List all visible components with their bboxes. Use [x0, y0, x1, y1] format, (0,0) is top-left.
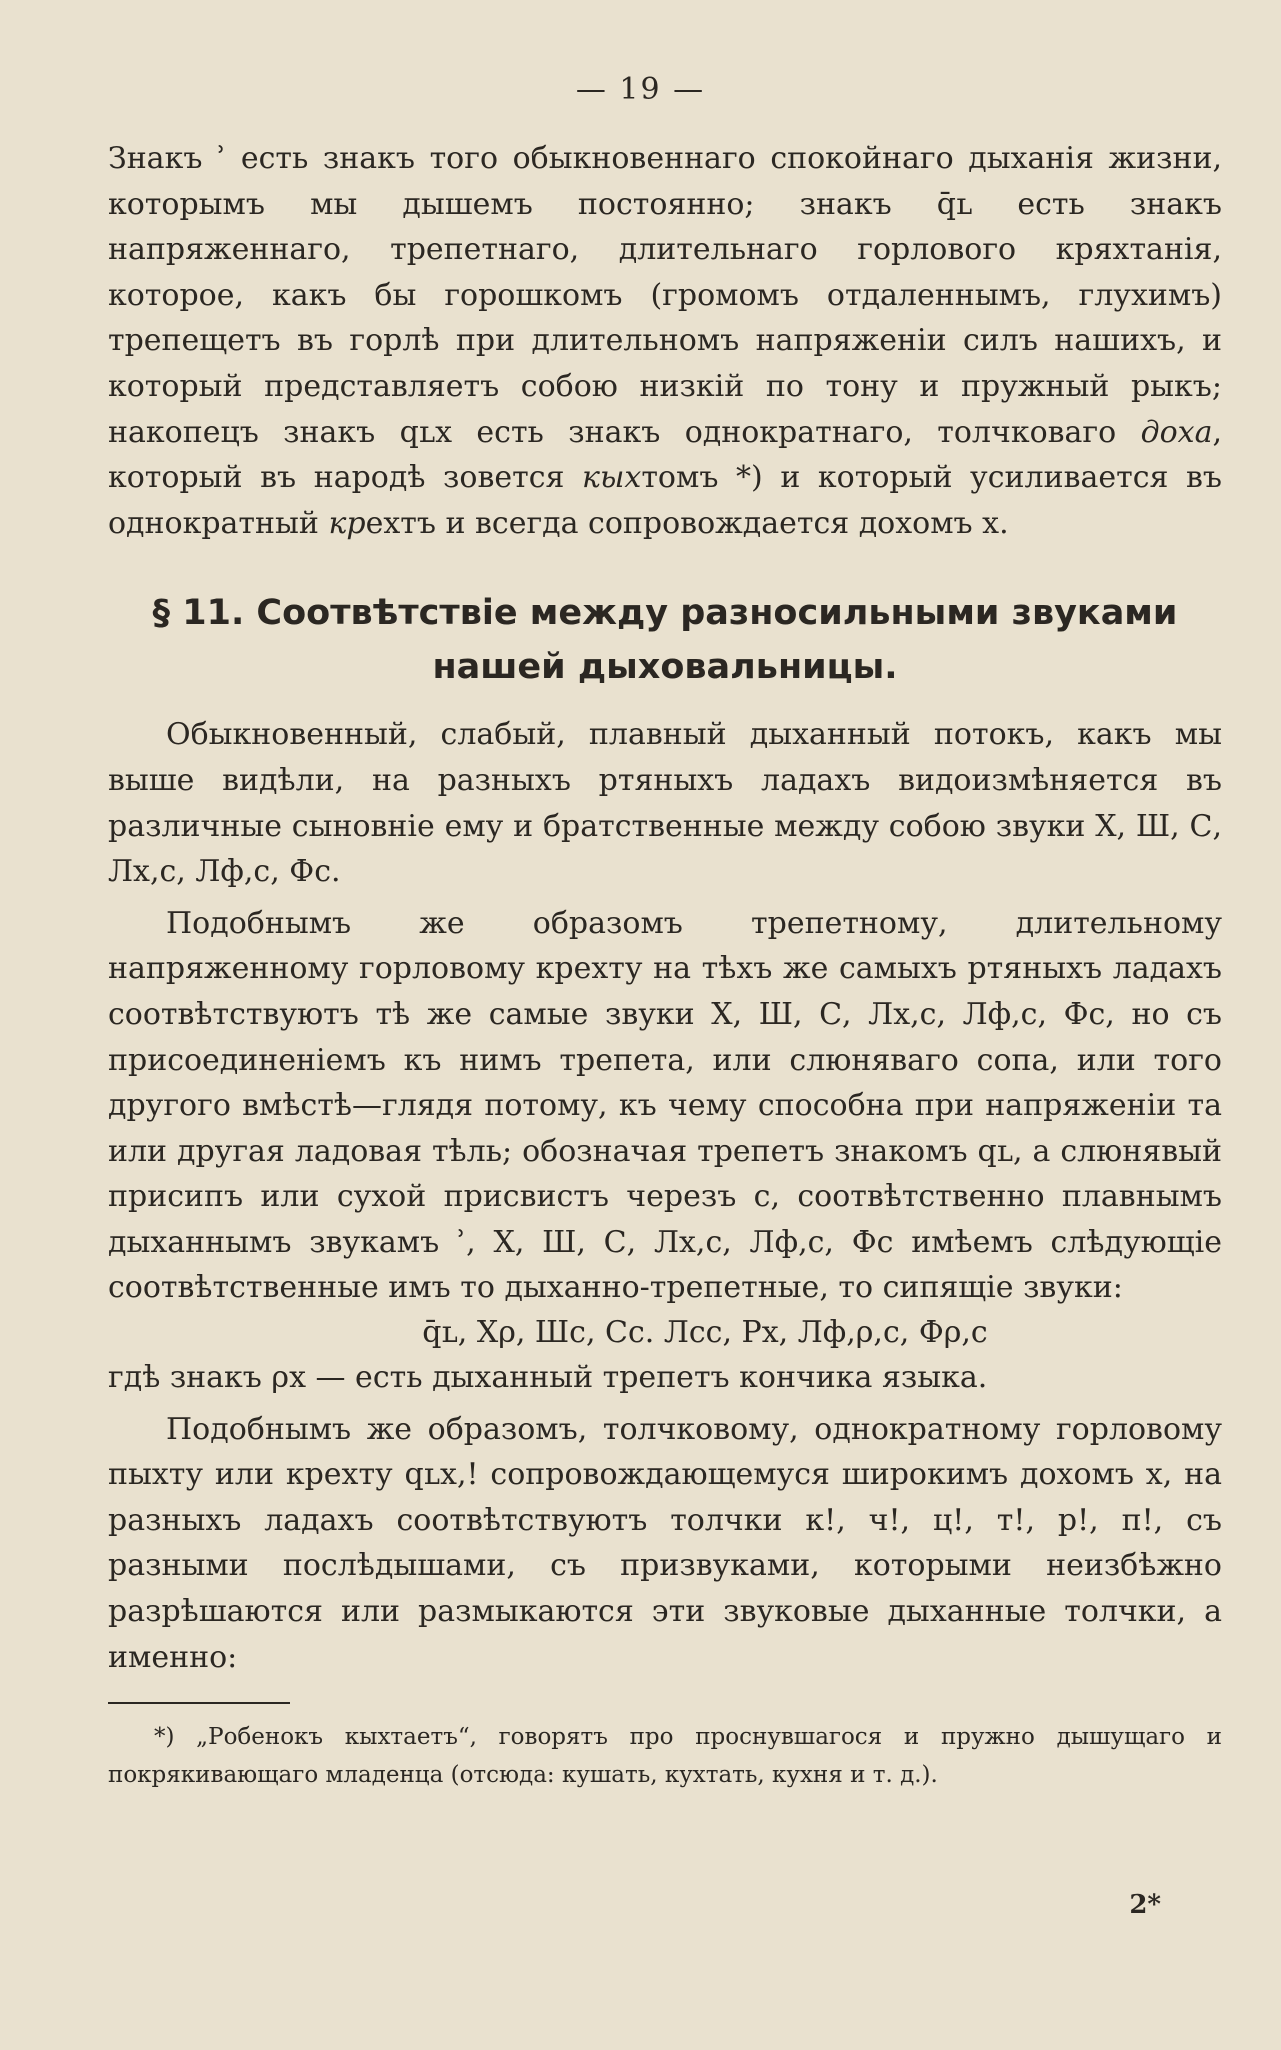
paragraph-4: гдѣ знакъ ρх — есть дыханный трепетъ кончика языка. [108, 1360, 988, 1396]
italic-word-doha: доха [1140, 414, 1213, 450]
italic-word-kyh: кых [582, 460, 642, 496]
section-heading-line-1: § 11. Соотвѣтствіе между разносильными звуками [152, 593, 1178, 634]
paragraph-5: Подобнымъ же образомъ, толчковому, однократному горловому пыхту или крехту qʟx,! сопровождающемуся широкимъ дохомъ x, на разныхъ ладахъ соотвѣтствуютъ толчки к!, ч!, ц!, т!, р!, п!, съ разными послѣдышами, съ призвуками, которыми неизбѣжно разрѣшаются или размыкаются эти звуковые дыханные толчки, а именно: [108, 1411, 1222, 1675]
paragraph-1 [108, 136, 1222, 546]
page-number: — 19 — [575, 72, 706, 107]
sound-formula: q̄ʟ, Xρ, Шс, Сс. Лсс, Рх, Лф,ρ,с, Фρ,с [422, 1315, 988, 1351]
italic-word-kr: кр [328, 505, 366, 541]
footnote-divider [108, 1702, 290, 1704]
footnote-text: *) „Робенокъ кыхтаетъ“, говорятъ про проснувшагося и пружно дышущаго и покрякивающаго младенца (отсюда: кушать, кухтать, кухня и т. д.). [108, 1724, 1222, 1789]
paragraph-1-text-d: ехтъ и всегда сопровождается дохомъ x. [365, 505, 1009, 541]
page-body [108, 136, 1222, 1794]
paragraph-1-text: Знакъ ʾ есть знакъ того обыкновеннаго спокойнаго дыханія жизни, которымъ мы дышемъ постоянно; знакъ q̄ʟ есть знакъ напряженнаго, трепетнаго, длительнаго горлового кряхтанія, которое, какъ бы горошкомъ (громомъ отдаленнымъ, глухимъ) трепещетъ въ горлѣ при длительномъ напряженіи силъ нашихъ, и который представляетъ собою низкій по тону и пружный рыкъ; накопецъ знакъ qʟx есть знакъ однократнаго, толчковаго [108, 141, 1222, 450]
paragraph-2: Обыкновенный, слабый, плавный дыханный потокъ, какъ мы выше видѣли, на разныхъ ртяныхъ ладахъ видоизмѣняется въ различные сыновніе ему и братственные между собою звуки X, Ш, С, Лх,с, Лф,с, Фс. [108, 717, 1222, 890]
paragraph-1-text-b: , который въ народѣ зовется [108, 414, 1223, 496]
section-heading-line-2: нашей дыховальницы. [432, 647, 898, 688]
signature-mark: 2* [1129, 1890, 1161, 1920]
footnote [108, 1718, 1222, 1794]
paragraph-3: Подобнымъ же образомъ трепетному, длительному напряженному горловому крехту на тѣхъ же самыхъ ртяныхъ ладахъ соотвѣтствуютъ тѣ же самые звуки X, Ш, С, Лх,с, Лф,с, Фс, но съ присоединеніемъ къ нимъ трепета, или слюняваго сопа, или того другого вмѣстѣ—глядя потому, къ чему способна при напряженіи та или другая ладовая тѣль; обозначая трепетъ знакомъ qʟ, а слюнявый присипъ или сухой присвистъ черезъ с, соотвѣтственно плавнымъ дыханнымъ звукамъ ʾ, X, Ш, С, Лх,с, Лф,с, Фс имѣемъ слѣдующіе соотвѣтственные имъ то дыханно-трепетные, то сипящіе звуки: [108, 905, 1222, 1306]
section-heading [108, 586, 1222, 694]
paragraph-1-text-c: томъ *) и который усиливается въ однократный [108, 460, 1222, 541]
